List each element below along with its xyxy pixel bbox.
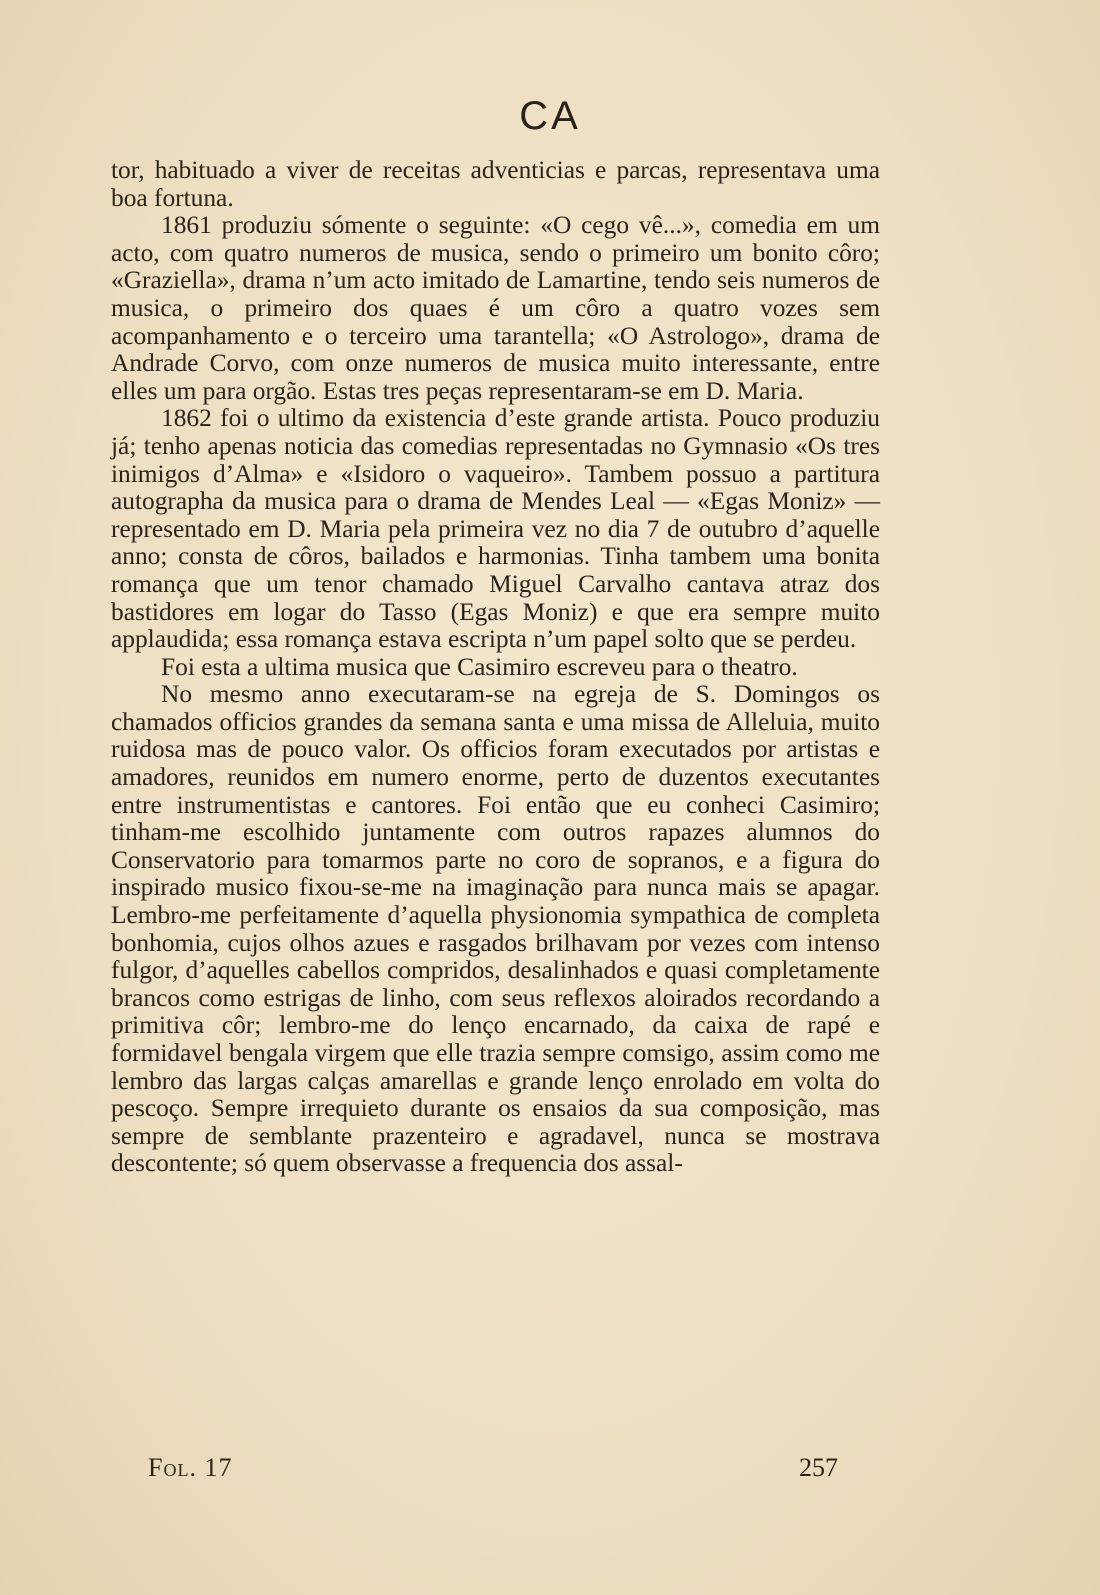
paragraph: No mesmo anno executaram-se na egreja de S. Domingos os chamados officios grandes da semana santa e uma missa de Alleluia, muito ruidosa mas de pouco valor. Os officios foram executados por artistas e amadores, reunidos em numero enorme, perto de duzentos executantes entre instrumentistas e cantores. Foi então que eu conheci Casimiro; tinham-me escolhido juntamente com outros rapazes alumnos do Conservatorio para tomarmos parte no coro de sopranos, e a figura do inspirado musico fixou-se-me na imaginação para nunca mais se apagar. Lembro-me perfeitamente d’aquella physionomia sympathica de completa bonhomia, cujos olhos azues e rasgados brilhavam por vezes com intenso fulgor, d’aquelles cabellos compridos, desalinhados e quasi completamente brancos como estrigas de linho, com seus reflexos aloirados recordando a primitiva côr; lembro-me do lenço encarnado, da caixa de rapé e formidavel bengala virgem que elle trazia sempre comsigo, assim como me lembro das largas calças amarellas e grande lenço enrolado em volta do pescoço. Sempre irrequieto durante os ensaios da sua composição, mas sempre de semblante prazenteiro e agradavel, nunca se mostrava descontente; só quem observasse a frequencia dos assal- (111, 680, 880, 1178)
body-text (111, 157, 880, 1178)
running-head: CA (519, 94, 581, 138)
page-number: 257 (799, 1453, 838, 1482)
paragraph: 1861 produziu sómente o seguinte: «O cego vê...», comedia em um acto, com quatro numeros de musica, sendo o primeiro um bonito côro; «Graziella», drama n’um acto imitado de Lamartine, tendo seis numeros de musica, o primeiro dos quaes é um côro a quatro vozes sem acompanhamento e o terceiro uma tarantella; «O Astrologo», drama de Andrade Corvo, com onze numeros de musica muito interessante, entre elles um para orgão. Estas tres peças representaram-se em D. Maria. (111, 211, 880, 405)
paragraph: 1862 foi o ultimo da existencia d’este grande artista. Pouco produziu já; tenho apenas noticia das comedias representadas no Gymnasio «Os tres inimigos d’Alma» e «Isidoro o vaqueiro». Tambem possuo a partitura autographa da musica para o drama de Mendes Leal — «Egas Moniz» — representado em D. Maria pela primeira vez no dia 7 de outubro d’aquelle anno; consta de côros, bailados e harmonias. Tinha tambem uma bonita romança que um tenor chamado Miguel Carvalho cantava atraz dos bastidores em logar do Tasso (Egas Moniz) e que era sempre muito applaudida; essa romança estava escripta n’um papel solto que se perdeu. (111, 404, 880, 654)
paragraph: Foi esta a ultima musica que Casimiro escreveu para o theatro. (161, 652, 798, 681)
signature-mark: Fol. 17 (148, 1453, 233, 1482)
paragraph: tor, habituado a viver de receitas adventicias e parcas, representava uma boa fortuna. (111, 156, 880, 212)
